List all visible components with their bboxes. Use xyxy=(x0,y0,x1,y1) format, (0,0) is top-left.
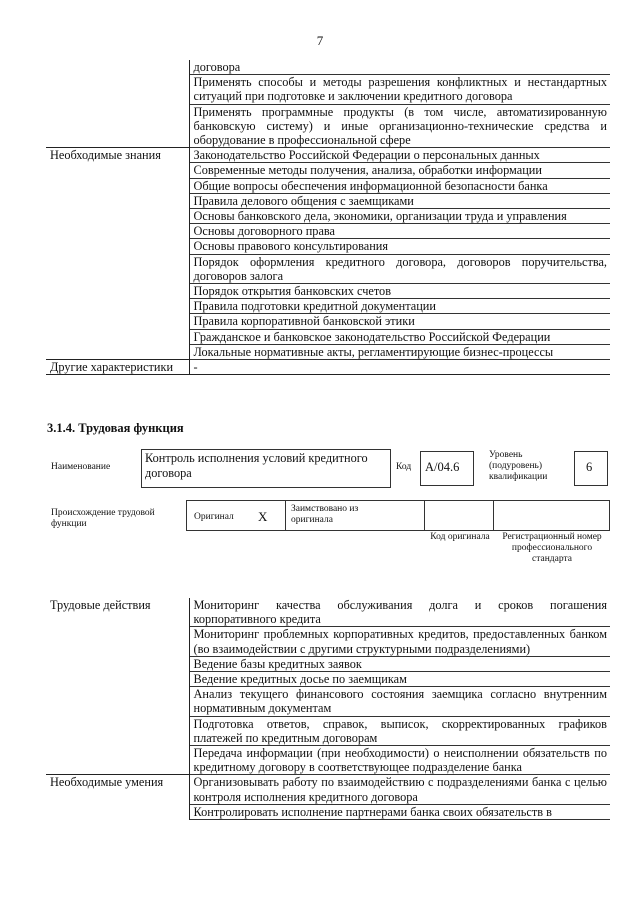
item-text: Мониторинг качества обслуживания долга и сроков погашения корпоративного кредита xyxy=(189,598,610,627)
original-mark: X xyxy=(258,509,268,524)
item-text: Основы договорного права xyxy=(189,224,610,239)
item-text: договора xyxy=(189,60,610,75)
item-text: Порядок открытия банковских счетов xyxy=(189,284,610,299)
item-text: Гражданское и банковское законодательство Российской Федерации xyxy=(189,329,610,344)
item-text: Основы банковского дела, экономики, организации труда и управления xyxy=(189,209,610,224)
origin-divider-1 xyxy=(186,500,187,531)
origin-bottom-line xyxy=(186,530,609,531)
item-text: Мониторинг проблемных корпоративных кредитов, предоставленных банком (во взаимодействии с другими структурными подразделениями) xyxy=(189,627,610,656)
origin-top-line xyxy=(186,500,609,501)
section-label: Другие характеристики xyxy=(46,360,189,375)
item-text: Правила делового общения с заемщиками xyxy=(189,193,610,208)
item-text: - xyxy=(189,360,610,375)
item-text: Передача информации (при необходимости) о неисполнении обязательств по кредитному договору в соответствующее подразделение банка xyxy=(189,746,610,775)
origin-label: Происхождение трудовой функции xyxy=(51,508,155,529)
level-value: 6 xyxy=(586,460,593,474)
item-text: Контролировать исполнение партнерами банка своих обязательств в xyxy=(189,804,610,819)
item-text: Применять программные продукты (в том числе, автоматизированную банковскую систему) и иные организационно-технические средства и оборудование в профессиональной сфере xyxy=(189,104,610,148)
section-label: Трудовые действия xyxy=(46,598,189,775)
function-name: Контроль исполнения условий кредитного договора xyxy=(145,451,368,480)
item-text: Локальные нормативные акты, регламентирующие бизнес-процессы xyxy=(189,344,610,359)
code-label: Код xyxy=(396,462,412,472)
origin-divider-4 xyxy=(493,500,494,531)
competency-table-top xyxy=(46,60,610,375)
item-text: Порядок оформления кредитного договора, договоров поручительства, договоров залога xyxy=(189,254,610,283)
item-text: Современные методы получения, анализа, обработки информации xyxy=(189,163,610,178)
reg-number-caption: Регистрационный номер профессионального стандарта xyxy=(502,532,602,564)
item-text: Законодательство Российской Федерации о персональных данных xyxy=(189,148,610,163)
origin-divider-5 xyxy=(609,500,610,531)
item-text: Применять способы и методы разрешения конфликтных и нестандартных ситуаций при подготовке и заключении кредитного договора xyxy=(189,75,610,104)
item-text: Правила подготовки кредитной документации xyxy=(189,299,610,314)
item-text: Подготовка ответов, справок, выписок, скорректированных графиков платежей по кредитным договорам xyxy=(189,716,610,745)
item-text: Основы правового консультирования xyxy=(189,239,610,254)
level-label: Уровень (подуровень) квалификации xyxy=(489,450,548,482)
borrowed-label: Заимствовано из оригинала xyxy=(291,504,359,525)
item-text: Ведение кредитных досье по заемщикам xyxy=(189,672,610,687)
section-heading: 3.1.4. Трудовая функция xyxy=(47,421,184,435)
labor-actions-table xyxy=(46,598,610,820)
section-label: Необходимые знания xyxy=(46,148,189,360)
origin-divider-2 xyxy=(285,500,286,531)
item-text: Общие вопросы обеспечения информационной безопасности банка xyxy=(189,178,610,193)
code-original-caption: Код оригинала xyxy=(430,532,490,542)
code-value: А/04.6 xyxy=(425,460,460,474)
name-label: Наименование xyxy=(51,462,111,472)
page-number: 7 xyxy=(316,33,324,48)
original-label: Оригинал xyxy=(194,512,234,522)
section-label xyxy=(46,60,189,148)
item-text: Ведение базы кредитных заявок xyxy=(189,656,610,671)
item-text: Организовывать работу по взаимодействию с подразделениями банка с целью контроля исполнения кредитного договора xyxy=(189,775,610,804)
item-text: Анализ текущего финансового состояния заемщика согласно внутренним нормативным документам xyxy=(189,687,610,716)
origin-divider-3 xyxy=(424,500,425,531)
section-label: Необходимые умения xyxy=(46,775,189,820)
item-text: Правила корпоративной банковской этики xyxy=(189,314,610,329)
